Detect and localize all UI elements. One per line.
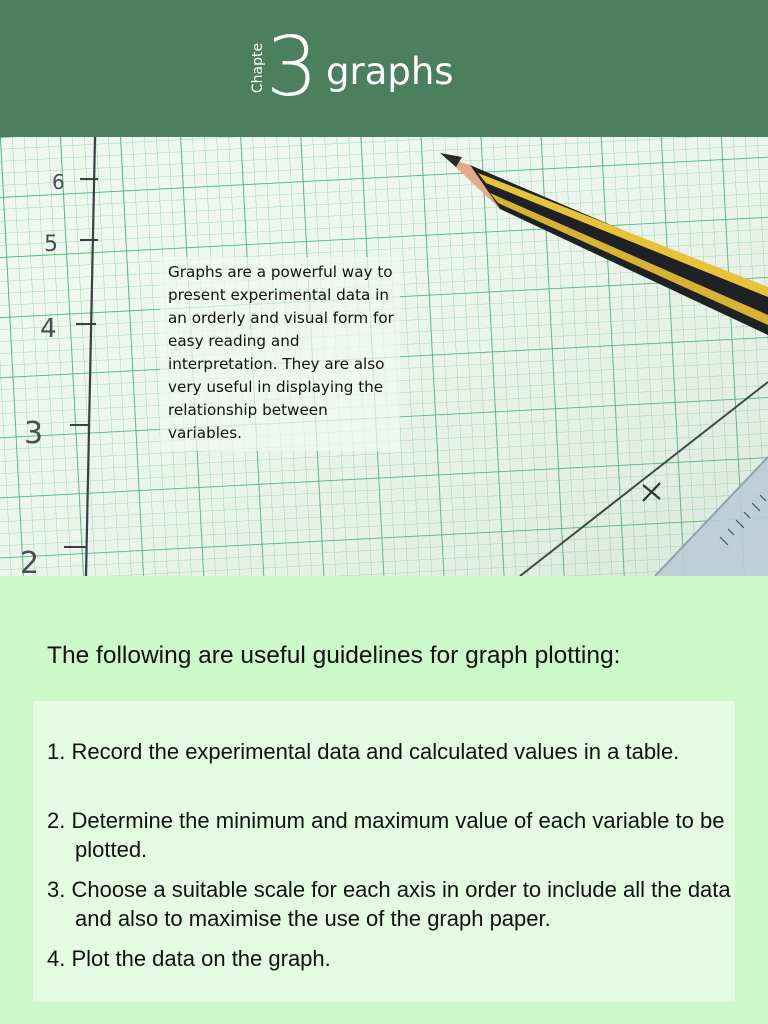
- axis-tick-label: 3: [24, 416, 44, 451]
- guideline-item: 4. Plot the data on the graph.: [47, 946, 331, 971]
- guideline-item: 2. Determine the minimum and maximum value of each variable to be plotted.: [47, 808, 725, 862]
- guideline-item: 1. Record the experimental data and calculated values in a table.: [47, 739, 680, 764]
- guidelines-heading: The following are useful guidelines for graph plotting:: [47, 642, 621, 669]
- guidelines-panel: [33, 701, 735, 1002]
- chapter-number: 3: [266, 20, 319, 115]
- axis-tick-label: 6: [52, 170, 65, 194]
- chapter-header: [0, 0, 768, 137]
- chapter-title: graphs: [326, 50, 454, 93]
- axis-tick-label: 2: [20, 546, 40, 576]
- graph-paper-photo: [0, 137, 768, 576]
- axis-tick-label: 5: [44, 232, 58, 257]
- chapter-label: Chapte: [250, 42, 266, 94]
- axis-tick-label: 4: [40, 314, 57, 344]
- guideline-item: 3. Choose a suitable scale for each axis in order to include all the data and also to maximise the use of the graph paper.: [47, 877, 731, 931]
- intro-paragraph: Graphs are a powerful way to present experimental data in an orderly and visual form for easy reading and interpretation. They are also very useful in displaying the relationship between variables.: [160, 257, 400, 451]
